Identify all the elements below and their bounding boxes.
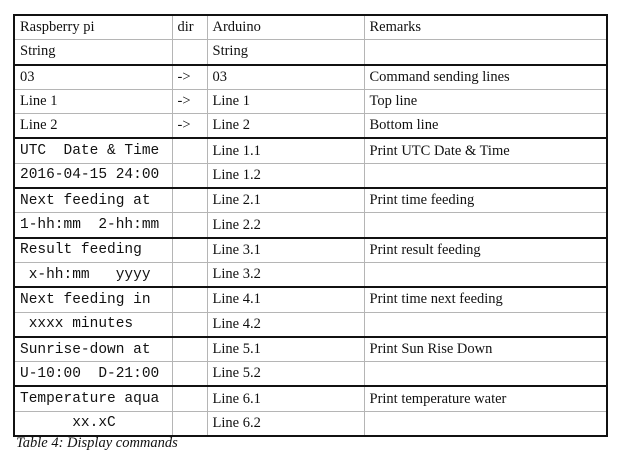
arduino-string-cell: 03 <box>207 65 364 90</box>
direction-cell <box>172 362 207 387</box>
pi-string-cell: 03 <box>14 65 172 90</box>
pi-string-cell: Line 1 <box>14 89 172 113</box>
table-row <box>14 386 607 411</box>
table-row <box>14 138 607 163</box>
header-cell-raspberry-pi: Raspberry pi <box>14 15 172 40</box>
pi-string-cell: x-hh:mm yyyy <box>14 262 172 287</box>
table-row <box>14 114 607 139</box>
pi-string-cell: Line 2 <box>14 114 172 139</box>
direction-cell <box>172 188 207 213</box>
arduino-string-cell: Line 1.1 <box>207 138 364 163</box>
remarks-cell <box>364 213 607 238</box>
direction-cell: -> <box>172 114 207 139</box>
arduino-string-cell: Line 6.2 <box>207 411 364 436</box>
pi-string-cell: 2016-04-15 24:00 <box>14 163 172 188</box>
table-row <box>14 65 607 90</box>
direction-cell <box>172 238 207 263</box>
direction-cell <box>172 287 207 312</box>
remarks-cell: Print time feeding <box>364 188 607 213</box>
remarks-cell <box>364 163 607 188</box>
direction-cell <box>172 386 207 411</box>
header-subrow <box>14 40 607 65</box>
arduino-string-cell: Line 2.2 <box>207 213 364 238</box>
pi-string-cell: Next feeding at <box>14 188 172 213</box>
header-cell-type-pi: String <box>14 40 172 65</box>
arduino-string-cell: Line 1 <box>207 89 364 113</box>
table-row <box>14 163 607 188</box>
remarks-cell: Print UTC Date & Time <box>364 138 607 163</box>
header-cell-type-arduino: String <box>207 40 364 65</box>
remarks-cell: Print Sun Rise Down <box>364 337 607 362</box>
direction-cell <box>172 262 207 287</box>
header-cell-arduino: Arduino <box>207 15 364 40</box>
direction-cell <box>172 138 207 163</box>
table-row <box>14 362 607 387</box>
header-cell-dir: dir <box>172 15 207 40</box>
remarks-cell <box>364 411 607 436</box>
arduino-string-cell: Line 5.2 <box>207 362 364 387</box>
table-row <box>14 238 607 263</box>
table-row <box>14 213 607 238</box>
pi-string-cell: xxxx minutes <box>14 312 172 337</box>
table-row <box>14 312 607 337</box>
table-row <box>14 287 607 312</box>
direction-cell <box>172 213 207 238</box>
pi-string-cell: Next feeding in <box>14 287 172 312</box>
table-row <box>14 262 607 287</box>
pi-string-cell: UTC Date & Time <box>14 138 172 163</box>
remarks-cell <box>364 362 607 387</box>
remarks-cell <box>364 312 607 337</box>
arduino-string-cell: Line 4.2 <box>207 312 364 337</box>
direction-cell <box>172 337 207 362</box>
remarks-cell: Print temperature water <box>364 386 607 411</box>
arduino-string-cell: Line 3.1 <box>207 238 364 263</box>
pi-string-cell: xx.xC <box>14 411 172 436</box>
direction-cell <box>172 312 207 337</box>
direction-cell <box>172 163 207 188</box>
remarks-cell: Bottom line <box>364 114 607 139</box>
remarks-cell <box>364 262 607 287</box>
remarks-cell: Top line <box>364 89 607 113</box>
arduino-string-cell: Line 2.1 <box>207 188 364 213</box>
pi-string-cell: Temperature aqua <box>14 386 172 411</box>
arduino-string-cell: Line 4.1 <box>207 287 364 312</box>
arduino-string-cell: Line 2 <box>207 114 364 139</box>
arduino-string-cell: Line 3.2 <box>207 262 364 287</box>
remarks-cell: Print result feeding <box>364 238 607 263</box>
remarks-cell: Command sending lines <box>364 65 607 90</box>
header-row <box>14 15 607 40</box>
pi-string-cell: U-10:00 D-21:00 <box>14 362 172 387</box>
table-row <box>14 188 607 213</box>
header-cell-empty <box>364 40 607 65</box>
direction-cell: -> <box>172 89 207 113</box>
display-commands-table <box>13 14 608 437</box>
table-row <box>14 89 607 113</box>
table-row <box>14 337 607 362</box>
remarks-cell: Print time next feeding <box>364 287 607 312</box>
pi-string-cell: Sunrise-down at <box>14 337 172 362</box>
arduino-string-cell: Line 6.1 <box>207 386 364 411</box>
table-row <box>14 411 607 436</box>
pi-string-cell: 1-hh:mm 2-hh:mm <box>14 213 172 238</box>
arduino-string-cell: Line 5.1 <box>207 337 364 362</box>
pi-string-cell: Result feeding <box>14 238 172 263</box>
header-cell-remarks: Remarks <box>364 15 607 40</box>
table-caption: Table 4: Display commands <box>16 435 178 451</box>
arduino-string-cell: Line 1.2 <box>207 163 364 188</box>
direction-cell <box>172 411 207 436</box>
header-cell-empty <box>172 40 207 65</box>
direction-cell: -> <box>172 65 207 90</box>
